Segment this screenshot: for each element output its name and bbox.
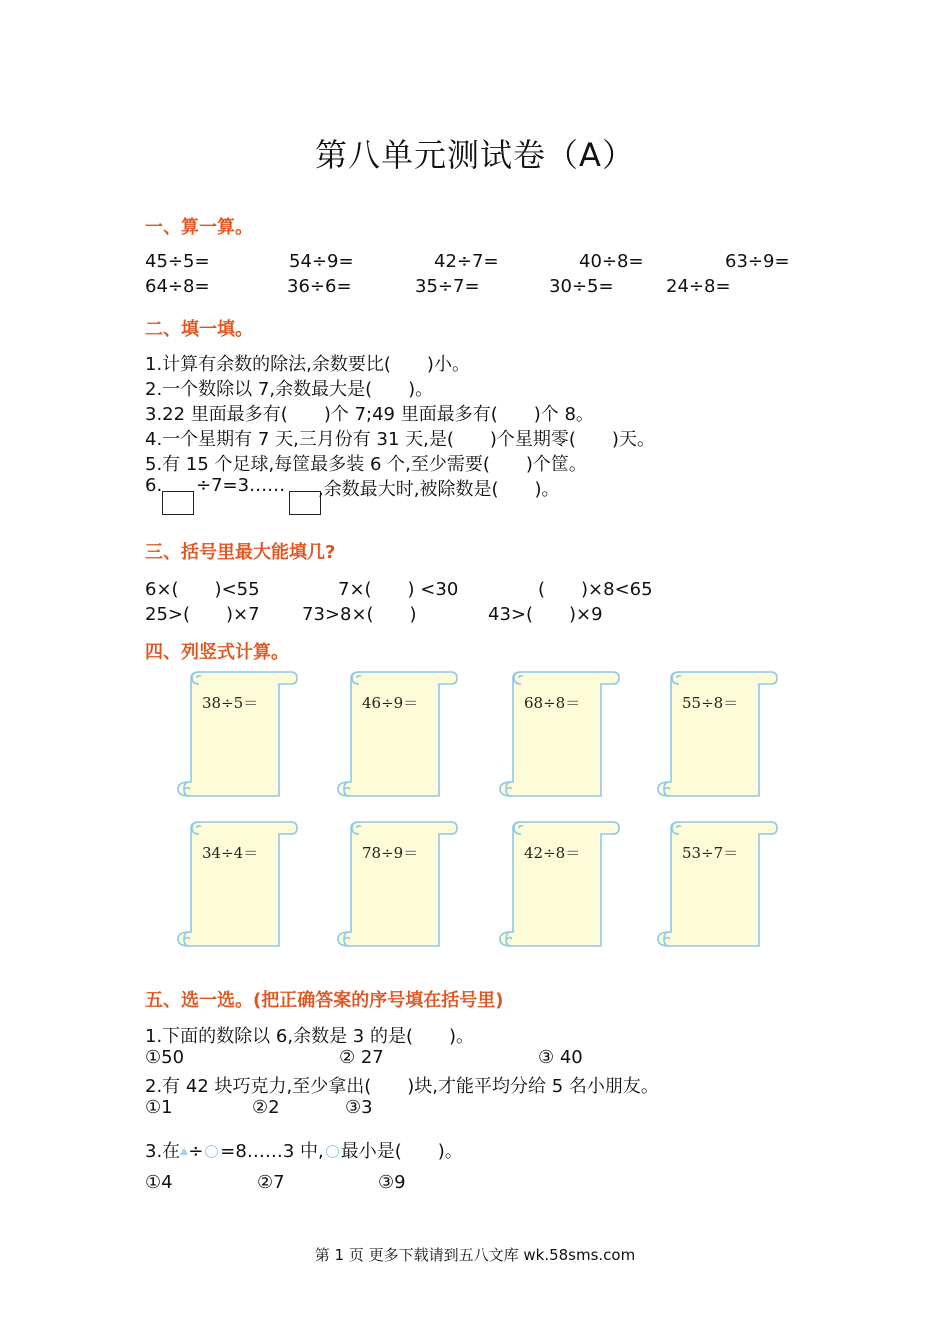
scroll-icon [335,670,459,802]
calc-item: 42÷7= [434,251,499,272]
inequality-item: 73>8×( ) [302,604,417,625]
scroll-card [335,820,459,952]
scroll-expression: 78÷9＝ [362,844,419,862]
section-4-heading: 四、列竖式计算。 [145,642,289,663]
circle-icon [205,1145,218,1158]
scroll-icon [175,820,299,952]
scroll-card [175,820,299,952]
scroll-card [655,820,779,952]
inequality-item: 6×( )<55 [145,579,260,600]
inequality-item: 43>( )×9 [488,604,603,625]
choice-option: ②7 [257,1172,285,1193]
scroll-card [497,820,621,952]
fill-item: 4.一个星期有 7 天,三月份有 31 天,是( )个星期零( )天。 [145,429,655,450]
scroll-expression: 34÷4＝ [202,844,259,862]
section-5-heading: 五、选一选。(把正确答案的序号填在括号里) [145,990,504,1011]
page-footer: 第 1 页 更多下载请到五八文库 wk.58sms.com [314,1246,636,1264]
section-3-heading: 三、括号里最大能填几? [145,542,336,563]
choice-option: ①1 [145,1097,173,1118]
scroll-icon [497,670,621,802]
choice-option: ③ 40 [538,1047,583,1068]
scroll-expression: 55÷8＝ [682,694,739,712]
fill-item-tail: ,余数最大时,被除数是( )。 [318,479,560,500]
q3-middle: =8……3 中, [220,1141,324,1162]
scroll-expression: 53÷7＝ [682,844,739,862]
calc-item: 36÷6= [287,276,352,297]
q3-prefix: 3.在 [145,1141,181,1162]
scroll-expression: 38÷5＝ [202,694,259,712]
fill-item-expression: ÷7=3…… [196,475,286,496]
section-2-heading: 二、填一填。 [145,319,253,340]
scroll-card [335,670,459,802]
fill-item-number: 6. [145,475,163,496]
choice-question-3 [145,1137,463,1163]
scroll-icon [175,670,299,802]
calc-item: 54÷9= [289,251,354,272]
choice-option: ③9 [378,1172,406,1193]
answer-box [289,491,321,515]
scroll-icon [335,820,459,952]
calc-item: 24÷8= [666,276,731,297]
scroll-icon [655,670,779,802]
calc-item: 30÷5= [549,276,614,297]
choice-option: ①50 [145,1047,185,1068]
fill-item: 3.22 里面最多有( )个 7;49 里面最多有( )个 8。 [145,404,594,425]
inequality-item: 7×( ) <30 [338,579,459,600]
calc-item: 45÷5= [145,251,210,272]
fill-item: 1.计算有余数的除法,余数要比( )小。 [145,354,470,375]
scroll-icon [497,820,621,952]
calc-item: 64÷8= [145,276,210,297]
scroll-expression: 46÷9＝ [362,694,419,712]
scroll-card [175,670,299,802]
inequality-item: 25>( )×7 [145,604,260,625]
scroll-expression: 42÷8＝ [524,844,581,862]
choice-option: ①4 [145,1172,173,1193]
calc-item: 40÷8= [579,251,644,272]
scroll-icon [655,820,779,952]
fill-item: 5.有 15 个足球,每筐最多装 6 个,至少需要( )个筐。 [145,454,587,475]
choice-option: ② 27 [339,1047,384,1068]
choice-question: 2.有 42 块巧克力,至少拿出( )块,才能平均分给 5 名小朋友。 [145,1076,659,1097]
section-1-heading: 一、算一算。 [145,217,253,238]
inequality-item: ( )×8<65 [538,579,653,600]
answer-box [162,491,194,515]
choice-option: ②2 [252,1097,280,1118]
q3-suffix: 最小是( )。 [340,1141,463,1162]
page-title: 第八单元测试卷（A） [315,136,635,174]
choice-question: 1.下面的数除以 6,余数是 3 的是( )。 [145,1026,475,1047]
calc-item: 63÷9= [725,251,790,272]
calc-item: 35÷7= [415,276,480,297]
q3-divide: ÷ [188,1141,204,1162]
fill-item: 2.一个数除以 7,余数最大是( )。 [145,379,434,400]
scroll-card [655,670,779,802]
triangle-icon [180,1148,188,1155]
scroll-card [497,670,621,802]
circle-icon [326,1145,339,1158]
choice-option: ③3 [345,1097,373,1118]
scroll-expression: 68÷8＝ [524,694,581,712]
